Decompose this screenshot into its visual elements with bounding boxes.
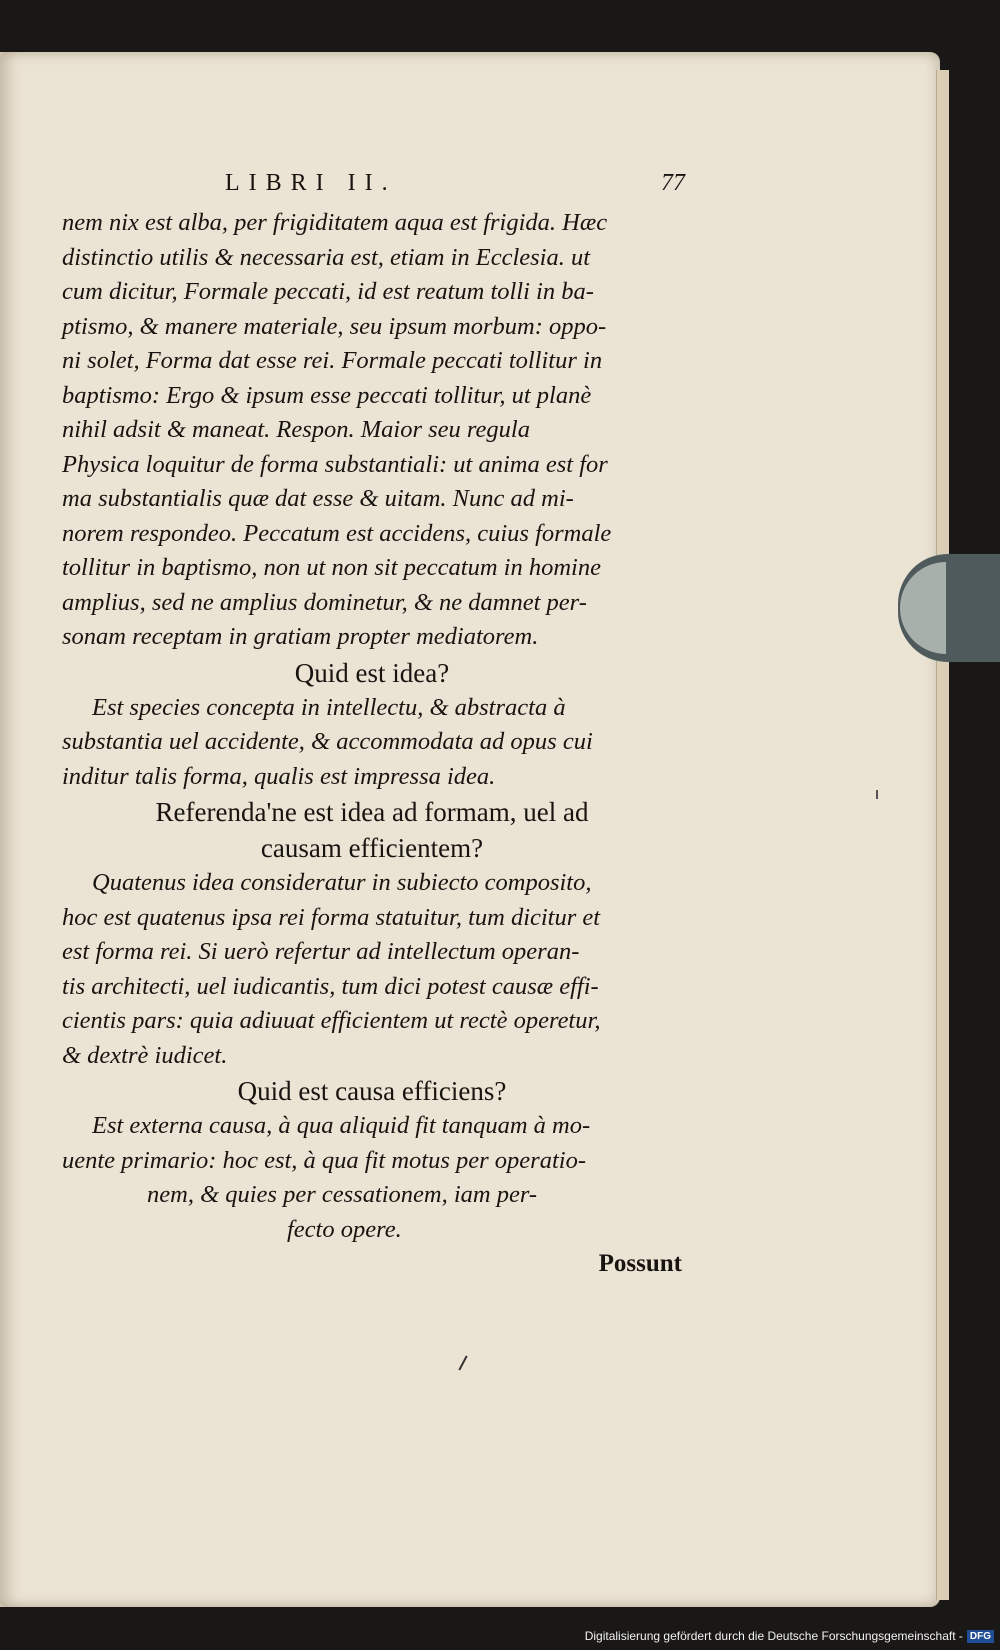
text-line: inditur talis forma, qualis est impressa idea. xyxy=(62,762,496,790)
text-line: tollitur in baptismo, non ut non sit peccatum in homine xyxy=(62,554,601,581)
text-line: nem nix est alba, per frigiditatem aqua est frigida. Hæc xyxy=(62,209,608,236)
text-line: amplius, sed ne amplius dominetur, & ne damnet per- xyxy=(62,588,587,616)
page-right-edge xyxy=(936,70,949,1600)
text-line: uente primario: hoc est, à qua fit motus per operatio- xyxy=(62,1146,586,1174)
text-line: baptismo: Ergo & ipsum esse peccati tollitur, ut planè xyxy=(62,381,592,409)
page-number: 77 xyxy=(661,170,685,196)
text-line: substantia uel accidente, & accommodata ad opus cui xyxy=(62,728,593,755)
text-line: cum dicitur, Formale peccati, id est reatum tolli in ba- xyxy=(62,278,594,305)
text-line: ma substantialis quæ dat esse & uitam. Nunc ad mi- xyxy=(62,485,574,512)
text-line: hoc est quatenus ipsa rei forma statuitur, tum dicitur et xyxy=(62,903,601,931)
text-line: nem, & quies per cessationem, iam per- xyxy=(147,1181,538,1208)
text-line: Est externa causa, à qua aliquid fit tanquam à mo- xyxy=(92,1112,591,1139)
text-line: ptismo, & manere materiale, seu ipsum morbum: oppo- xyxy=(62,312,607,340)
text-line: sonam receptam in gratiam propter mediatorem. xyxy=(62,623,539,650)
page-mark xyxy=(876,790,878,799)
text-line: ni solet, Forma dat esse rei. Formale peccati tollitur in xyxy=(62,347,603,374)
text-line: fecto opere. xyxy=(287,1215,402,1243)
section-heading: Quid est causa efficiens? xyxy=(237,1076,507,1106)
text-line: cientis pars: quia adiuuat efficientem ut rectè operetur, xyxy=(62,1007,601,1034)
section-heading: Referenda'ne est idea ad formam, uel ad xyxy=(155,797,589,827)
digitization-footer xyxy=(585,1626,994,1646)
running-head-title: LIBRI II. xyxy=(225,170,397,196)
text-line: & dextrè iudicet. xyxy=(62,1041,228,1069)
text-line: nihil adsit & maneat. Respon. Maior seu regula xyxy=(62,416,530,443)
section-heading: Quid est idea? xyxy=(294,657,450,688)
text-line: Physica loquitur de forma substantiali: ut anima est for xyxy=(62,450,608,478)
text-line: tis architecti, uel iudicantis, tum dici potest causæ effi- xyxy=(62,972,599,1000)
section-heading: causam efficientem? xyxy=(260,833,484,863)
text-line: est forma rei. Si uerò refertur ad intellectum operan- xyxy=(62,938,580,965)
text-line: Est species concepta in intellectu, & abstracta à xyxy=(92,693,566,721)
text-line: norem respondeo. Peccatum est accidens, cuius formale xyxy=(62,519,612,547)
footer-credit: Digitalisierung gefördert durch die Deutsche Forschungsgemeinschaft - xyxy=(584,1629,963,1643)
text-line: Quatenus idea consideratur in subiecto composito, xyxy=(92,869,592,896)
text-line: distinctio utilis & necessaria est, etiam in Ecclesia. ut xyxy=(62,243,591,271)
dfg-logo: DFG xyxy=(967,1630,994,1643)
page-text xyxy=(62,170,682,1282)
catchword: Possunt xyxy=(598,1250,682,1277)
